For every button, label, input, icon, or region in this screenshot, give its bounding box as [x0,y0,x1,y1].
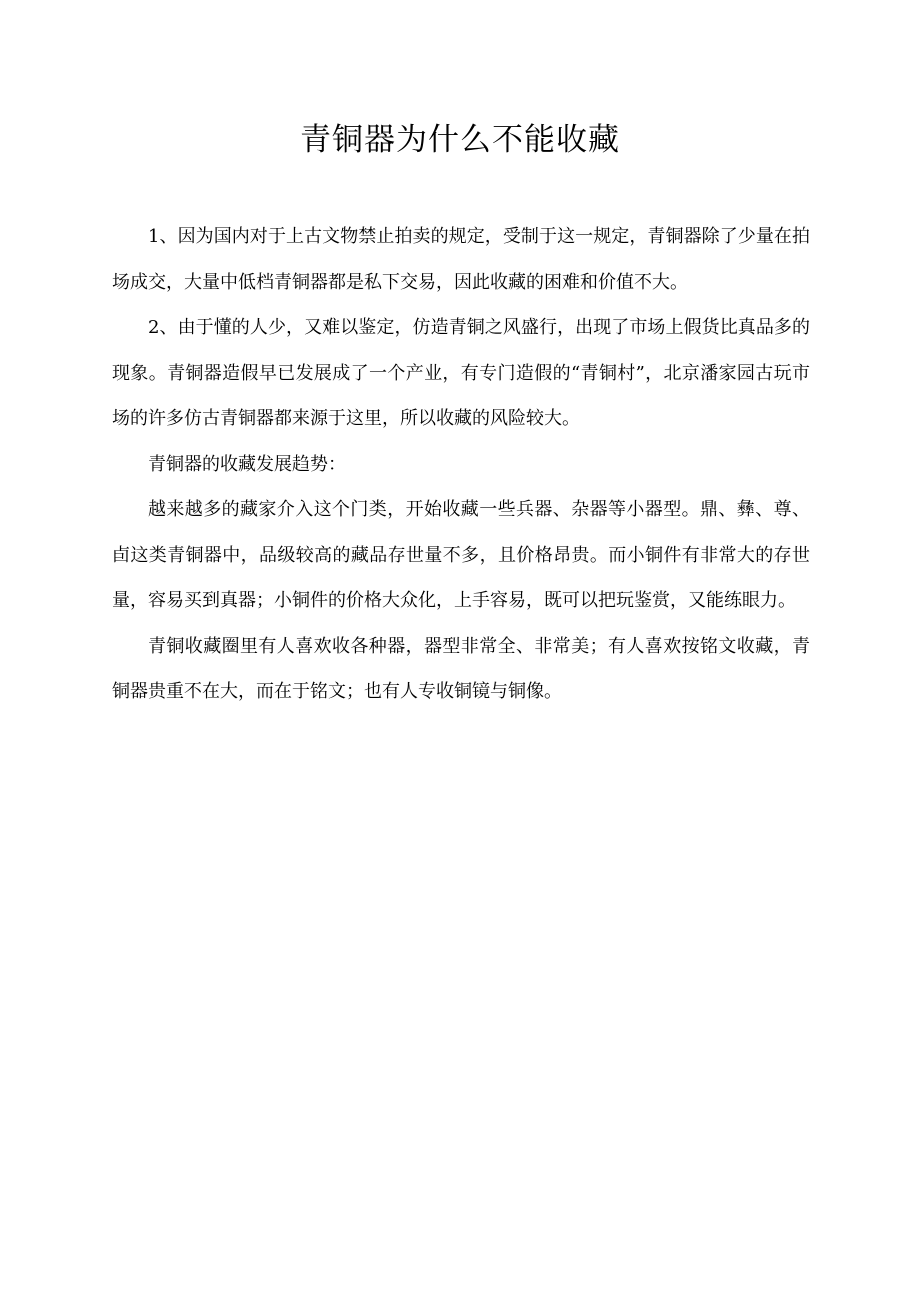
paragraph-1: 1、因为国内对于上古文物禁止拍卖的规定，受制于这一规定，青铜器除了少量在拍场成交，大量中低档青铜器都是私下交易，因此收藏的困难和价值不大。 [112,226,810,293]
paragraph-2: 2、由于懂的人少，又难以鉴定，仿造青铜之风盛行，出现了市场上假货比真品多的现象。青铜器造假早已发展成了一个产业，有专门造假的“青铜村”，北京潘家园古玩市场的许多仿古青铜器都来源于这里，所以收藏的风险较大。 [112,317,810,429]
document-body [112,214,810,715]
paragraph-3: 越来越多的藏家介入这个门类，开始收藏一些兵器、杂器等小器型。鼎、彝、尊、卣这类青铜器中，品级较高的藏品存世量不多，且价格昂贵。而小铜件有非常大的存世量，容易买到真器；小铜件的价格大众化，上手容易，既可以把玩鉴赏，又能练眼力。 [112,499,810,611]
page-title: 青铜器为什么不能收藏 [300,122,620,158]
paragraph-4: 青铜收藏圈里有人喜欢收各种器，器型非常全、非常美；有人喜欢按铭文收藏，青铜器贵重不在大，而在于铭文；也有人专收铜镜与铜像。 [112,635,810,702]
section-heading-trend: 青铜器的收藏发展趋势： [148,453,346,475]
